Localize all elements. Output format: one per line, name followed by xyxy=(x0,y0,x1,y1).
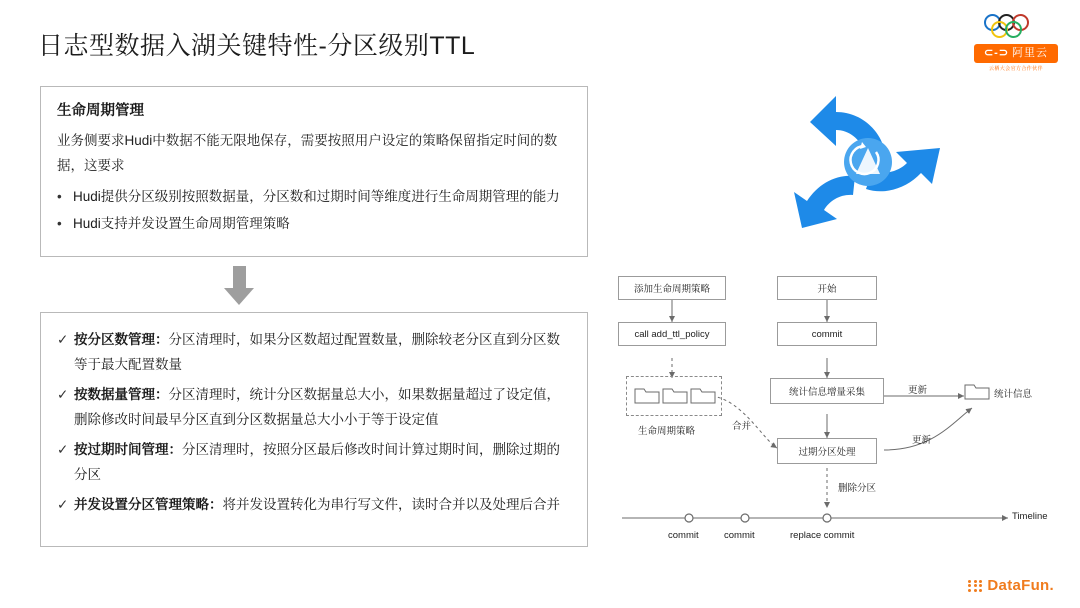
flow-node-start: 开始 xyxy=(777,276,877,300)
recycle-arrows-icon xyxy=(780,88,955,253)
list-item xyxy=(57,327,569,377)
flow-diagram xyxy=(612,268,1062,558)
aliyun-sublabel: 云栖大会官方合作伙伴 xyxy=(988,66,1043,72)
check-icon: ✓ xyxy=(57,332,69,347)
flow-node-expired-partition: 过期分区处理 xyxy=(777,438,877,464)
check-icon: ✓ xyxy=(57,497,69,512)
check-icon: ✓ xyxy=(57,387,69,402)
folder-icon xyxy=(662,384,688,405)
rule-term: 按数据量管理： xyxy=(74,387,169,402)
rule-term: 按过期时间管理： xyxy=(74,442,182,457)
flow-label-merge: 合并 xyxy=(732,421,752,432)
list-item xyxy=(57,184,571,209)
flow-label-policy-files: 生命周期策略 xyxy=(638,426,696,437)
lifecycle-heading: 生命周期管理 xyxy=(57,103,144,119)
bullet-marker-icon: • xyxy=(57,189,62,204)
page-title: 日志型数据入湖关键特性-分区级别TTL xyxy=(38,32,476,60)
rule-term: 并发设置分区管理策略： xyxy=(74,497,223,512)
folder-icon xyxy=(634,384,660,405)
rule-text: 分区清理时，统计分区数据量总大小，如果数据量超过了设定值，删除修改时间最早分区直到分区数据量总大小小于等于设定值 xyxy=(74,387,560,427)
flow-node-stats-collect: 统计信息增量采集 xyxy=(770,378,884,404)
timeline-tick-label-2: commit xyxy=(724,530,755,541)
flow-label-update-1: 更新 xyxy=(908,385,928,396)
rules-box xyxy=(40,312,588,547)
rule-text: 分区清理时，如果分区数超过配置数量，删除较老分区直到分区数等于最大配置数量 xyxy=(74,332,560,372)
lifecycle-bullet-list xyxy=(57,184,571,236)
list-item xyxy=(57,211,571,236)
brand-logo xyxy=(974,14,1058,76)
flow-label-timeline: Timeline xyxy=(1012,511,1048,522)
olympic-rings-icon xyxy=(984,14,1048,38)
rule-text: 分区清理时，按照分区最后修改时间计算过期时间，删除过期的分区 xyxy=(74,442,560,482)
aliyun-label: 阿里云 xyxy=(1012,47,1049,59)
lifecycle-paragraph: 业务侧要求Hudi中数据不能无限地保存，需要按照用户设定的策略保留指定时间的数据，这要求 xyxy=(57,133,558,173)
bullet-marker-icon: • xyxy=(57,216,62,231)
list-item-text: Hudi支持并发设置生命周期管理策略 xyxy=(73,216,290,231)
rule-text: 将并发设置转化为串行写文件，读时合并以及处理后合并 xyxy=(222,497,560,512)
datafun-dots-icon xyxy=(968,580,983,592)
list-item xyxy=(57,382,569,432)
list-item xyxy=(57,437,569,487)
timeline-tick-label-1: commit xyxy=(668,530,699,541)
flow-node-call-api: call add_ttl_policy xyxy=(618,322,726,346)
aliyun-logo xyxy=(974,44,1058,63)
flow-label-update-2: 更新 xyxy=(912,435,932,446)
recycle-illustration xyxy=(780,88,955,253)
flow-label-stats-store: 统计信息 xyxy=(994,389,1033,400)
rule-term: 按分区数管理： xyxy=(74,332,169,347)
flow-node-add-policy: 添加生命周期策略 xyxy=(618,276,726,300)
datafun-label: DataFun. xyxy=(987,577,1054,594)
stats-store-group xyxy=(964,380,990,406)
list-item xyxy=(57,492,569,517)
flow-label-delete-partition: 删除分区 xyxy=(838,483,877,494)
folder-icon xyxy=(964,380,990,401)
flow-node-commit: commit xyxy=(777,322,877,346)
folder-icon xyxy=(690,384,716,405)
datafun-logo xyxy=(968,577,1054,594)
down-arrow-icon xyxy=(224,266,254,306)
check-icon: ✓ xyxy=(57,442,69,457)
aliyun-mark-icon: ⊂-⊃ xyxy=(983,47,1010,59)
list-item-text: Hudi提供分区级别按照数据量，分区数和过期时间等维度进行生命周期管理的能力 xyxy=(73,189,560,204)
timeline-tick-label-3: replace commit xyxy=(790,530,855,541)
lifecycle-box xyxy=(40,86,588,257)
